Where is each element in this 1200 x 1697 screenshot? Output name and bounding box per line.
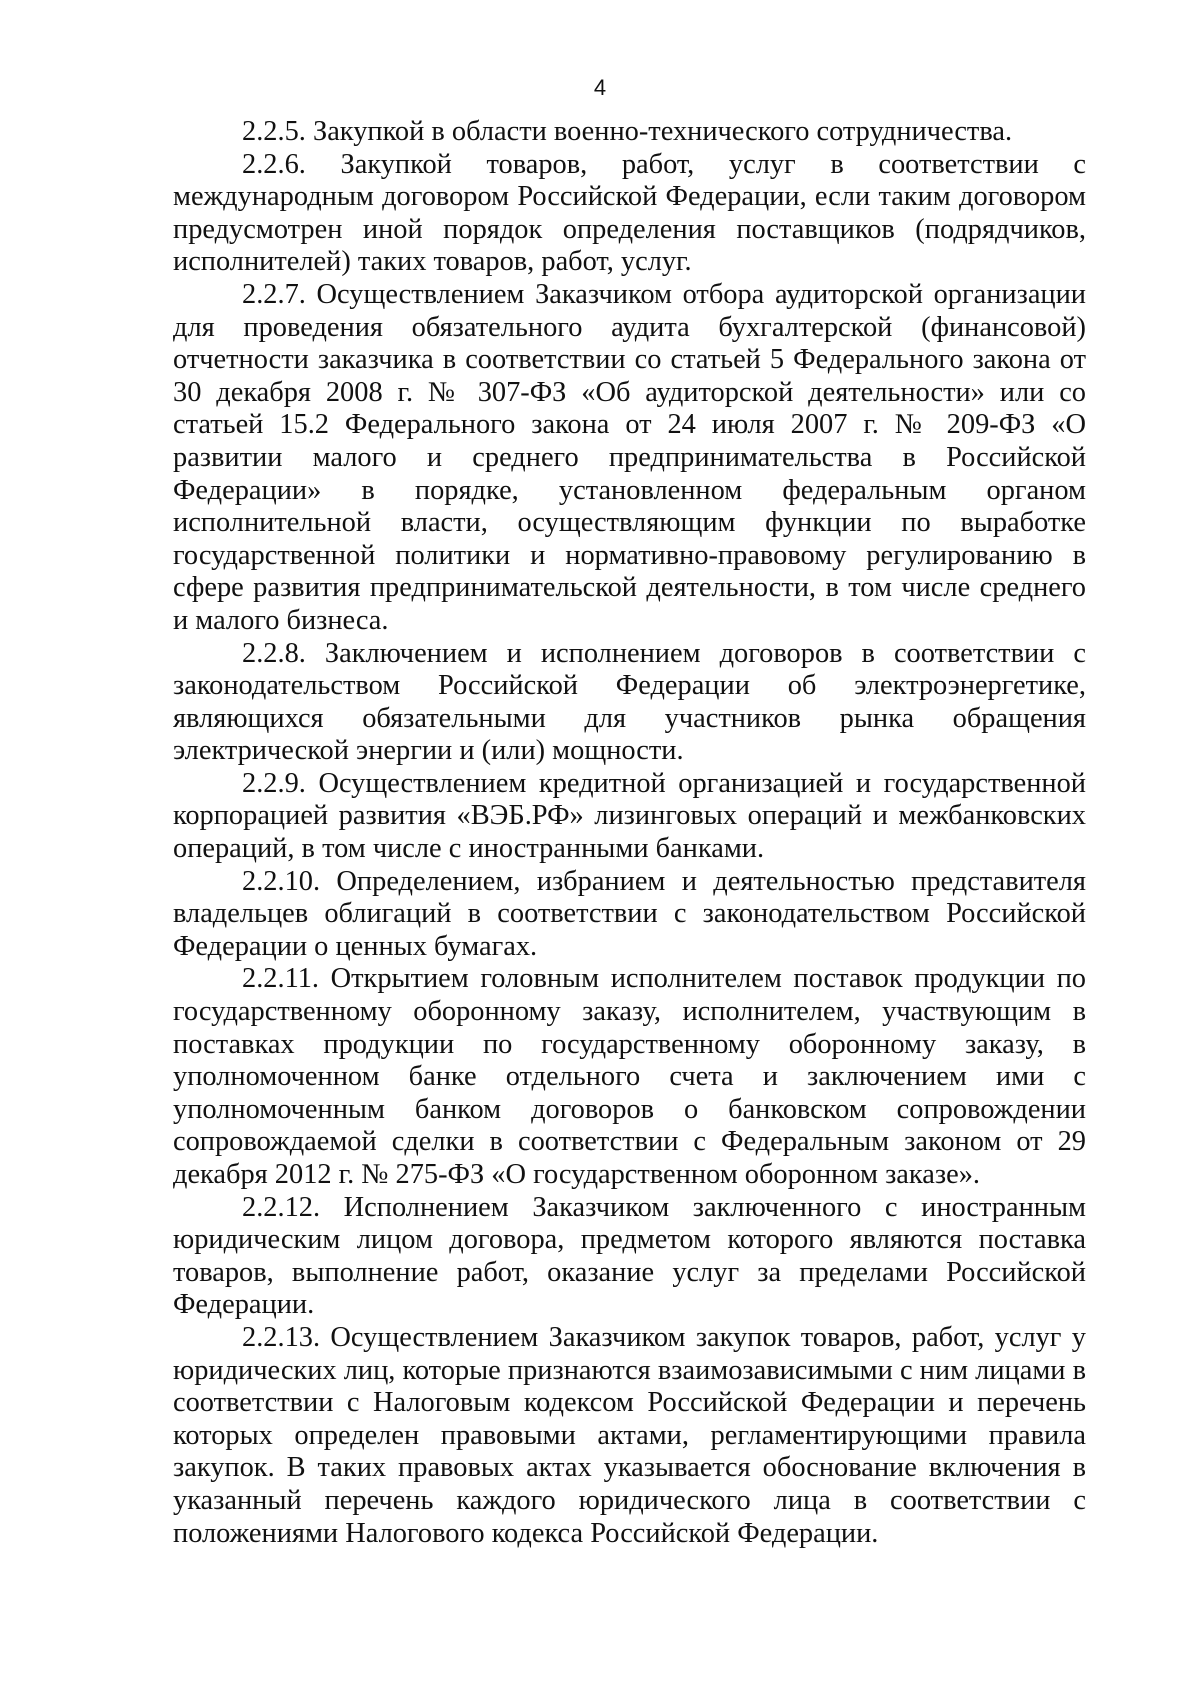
document-body [173, 116, 1086, 1550]
paragraph-2-2-6: 2.2.6. Закупкой товаров, работ, услуг в соответствии с международным договором Российской Федерации, если таким договором предусмотрен иной порядок определения поставщиков (подрядчиков, исполнителей) таких товаров, работ, услуг. [173, 148, 1086, 278]
page-number: 4 [593, 75, 607, 100]
paragraph-2-2-13: 2.2.13. Осуществлением Заказчиком закупок товаров, работ, услуг у юридических лиц, которые признаются взаимозависимыми с ним лицами в соответствии с Налоговым кодексом Российской Федерации и перечень которых определен правовыми актами, регламентирующими правила закупок. В таких правовых актах указывается обоснование включения в указанный перечень каждого юридического лица в соответствии с положениями Налогового кодекса Российской Федерации. [173, 1321, 1086, 1549]
paragraph-2-2-11: 2.2.11. Открытием головным исполнителем поставок продукции по государственному оборонному заказу, исполнителем, участвующим в поставках продукции по государственному оборонному заказу, в уполномоченном банке отдельного счета и заключением ими с уполномоченным банком договоров о банковском сопровождении сопровождаемой сделки в соответствии с Федеральным законом от 29 декабря 2012 г. № 275-ФЗ «О государственном оборонном заказе». [173, 963, 1086, 1190]
paragraph-2-2-12: 2.2.12. Исполнением Заказчиком заключенного с иностранным юридическим лицом договора, предметом которого являются поставка товаров, выполнение работ, оказание услуг за пределами Российской Федерации. [173, 1191, 1086, 1321]
paragraph-2-2-8: 2.2.8. Заключением и исполнением договоров в соответствии с законодательством Российской Федерации об электроэнергетике, являющихся обязательными для участников рынка обращения электрической энергии и (или) мощности. [173, 637, 1086, 767]
paragraph-2-2-10: 2.2.10. Определением, избранием и деятельностью представителя владельцев облигаций в соответствии с законодательством Российской Федерации о ценных бумагах. [173, 865, 1086, 962]
paragraph-2-2-9: 2.2.9. Осуществлением кредитной организацией и государственной корпорацией развития «ВЭБ.РФ» лизинговых операций и межбанковских операций, в том числе с иностранными банками. [173, 767, 1086, 865]
paragraph-2-2-7: 2.2.7. Осуществлением Заказчиком отбора аудиторской организации для проведения обязательного аудита бухгалтерской (финансовой) отчетности заказчика в соответствии со статьей 5 Федерального закона от 30 декабря 2008 г. № 307-ФЗ «Об аудиторской деятельности» или со статьей 15.2 Федерального закона от 24 июля 2007 г. № 209-ФЗ «О развитии малого и среднего предпринимательства в Российской Федерации» в порядке, установленном федеральным органом исполнительной власти, осуществляющим функции по выработке государственной политики и нормативно-правовому регулированию в сфере развития предпринимательской деятельности, в том числе среднего и малого бизнеса. [173, 278, 1086, 636]
paragraph-2-2-5: 2.2.5. Закупкой в области военно-технического сотрудничества. [242, 116, 1013, 147]
